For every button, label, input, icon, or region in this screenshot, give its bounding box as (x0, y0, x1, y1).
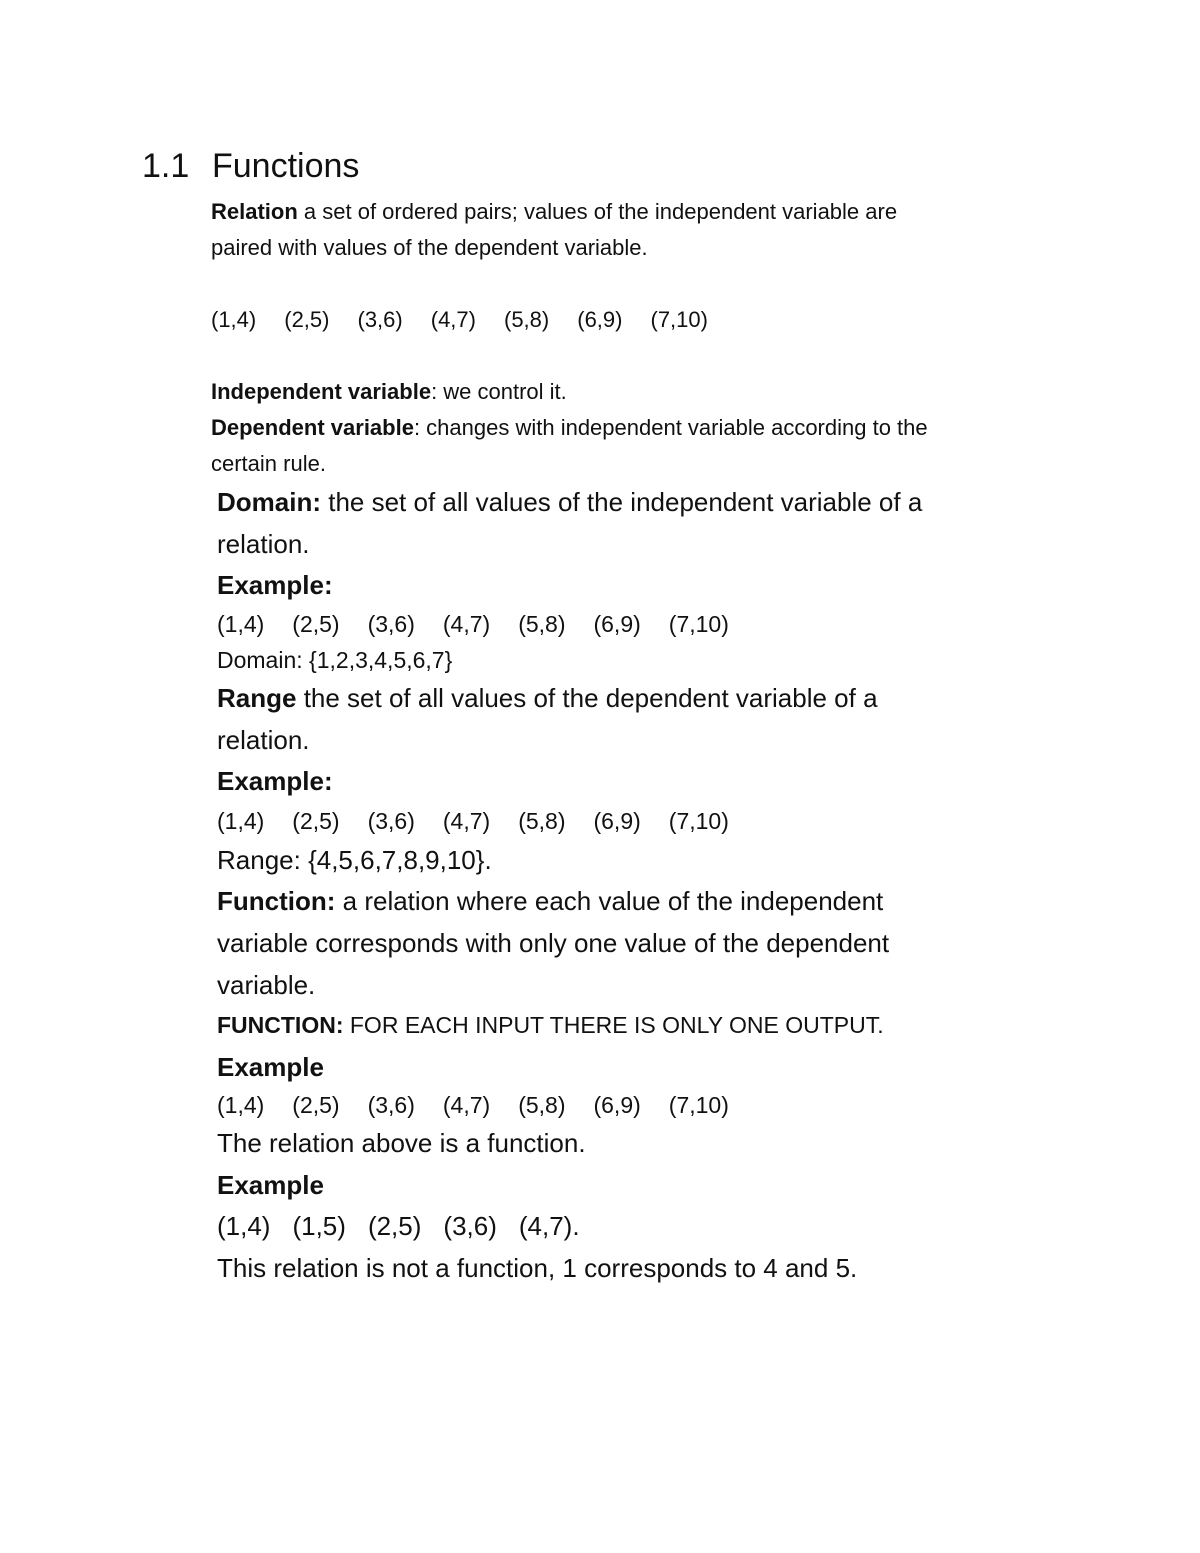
pair: (3,6) (367, 611, 415, 637)
section-number: 1.1 (142, 147, 190, 185)
section-heading (142, 146, 359, 186)
function-caps-term: FUNCTION: (217, 1012, 344, 1038)
pair: (2,5) (367, 1211, 422, 1241)
pair: (4,7) (430, 307, 476, 332)
pair: (1,4) (217, 1092, 265, 1118)
function-definition-line-1 (217, 884, 883, 918)
dependent-variable-definition-line-2: certain rule. (211, 451, 326, 476)
dependent-variable-term: Dependent variable (211, 415, 414, 440)
example-1-label: Example (217, 1052, 324, 1082)
range-term: Range (217, 683, 297, 713)
pair: (5,8) (518, 1092, 566, 1118)
pair: (1,5) (292, 1211, 346, 1241)
pair: (1,4) (217, 808, 265, 834)
pair: (4,7) (442, 1092, 491, 1118)
range-example-pairs (217, 806, 729, 836)
domain-definition-line-1 (217, 485, 922, 519)
pair: (5,8) (518, 611, 566, 637)
function-definition-line-3: variable. (217, 970, 316, 1000)
pair: (7,10) (668, 808, 729, 834)
pair: (7,10) (650, 307, 708, 332)
relation-term: Relation (211, 199, 298, 224)
range-result: Range: {4,5,6,7,8,9,10}. (217, 845, 492, 875)
example-2-result: This relation is not a function, 1 corresponds to 4 and 5. (217, 1253, 858, 1283)
pair: (3,6) (367, 1092, 415, 1118)
example-2-label: Example (217, 1170, 324, 1200)
range-text-1: the set of all values of the dependent variable of a (296, 683, 878, 713)
section-title: Functions (212, 147, 360, 185)
pair: (3,6) (357, 307, 403, 332)
range-definition-line-2: relation. (217, 725, 310, 755)
function-caps-text: FOR EACH INPUT THERE IS ONLY ONE OUTPUT. (343, 1012, 884, 1038)
domain-definition-line-2: relation. (217, 529, 310, 559)
pair: (5,8) (504, 307, 550, 332)
pair: (6,9) (593, 611, 641, 637)
example-1-result: The relation above is a function. (217, 1128, 586, 1158)
domain-result: Domain: {1,2,3,4,5,6,7} (217, 647, 453, 673)
pair: (3,6) (367, 808, 415, 834)
independent-variable-text: : we control it. (431, 379, 567, 404)
pair: (7,10) (668, 611, 729, 637)
domain-term: Domain: (217, 487, 321, 517)
independent-variable-term: Independent variable (211, 379, 432, 404)
pair: (6,9) (593, 808, 641, 834)
pair: (1,4) (217, 611, 265, 637)
domain-example-label: Example: (217, 570, 333, 600)
pair: (2,5) (284, 307, 330, 332)
relation-text-1: a set of ordered pairs; values of the independent variable are (297, 199, 898, 224)
pair: (2,5) (292, 1092, 340, 1118)
pair: (5,8) (518, 808, 566, 834)
pair: (2,5) (292, 808, 340, 834)
range-definition-line-1 (217, 681, 878, 715)
function-definition-line-2: variable corresponds with only one value of the dependent (217, 928, 890, 958)
independent-variable-definition (211, 377, 567, 407)
pair: (4,7) (442, 611, 491, 637)
example-1-pairs (217, 1090, 729, 1120)
pair: (1,4) (211, 307, 257, 332)
relation-definition-line-1 (211, 197, 897, 227)
ordered-pairs-list (211, 305, 708, 335)
pair: (6,9) (577, 307, 623, 332)
example-2-pairs (217, 1209, 580, 1243)
pair: (7,10) (668, 1092, 729, 1118)
pair: (4,7). (518, 1211, 580, 1241)
pair: (4,7) (442, 808, 491, 834)
function-term: Function: (217, 886, 336, 916)
function-caps-statement (217, 1010, 884, 1040)
pair: (3,6) (443, 1211, 497, 1241)
domain-text-1: the set of all values of the independent variable of a (321, 487, 923, 517)
function-text-1: a relation where each value of the independent (335, 886, 884, 916)
dependent-variable-text-1: : changes with independent variable according to the (413, 415, 928, 440)
dependent-variable-definition-line-1 (211, 413, 928, 443)
pair: (2,5) (292, 611, 340, 637)
range-example-label: Example: (217, 766, 333, 796)
pair: (1,4) (217, 1211, 271, 1241)
pair: (6,9) (593, 1092, 641, 1118)
domain-example-pairs (217, 609, 729, 639)
relation-definition-line-2: paired with values of the dependent variable. (211, 235, 648, 260)
